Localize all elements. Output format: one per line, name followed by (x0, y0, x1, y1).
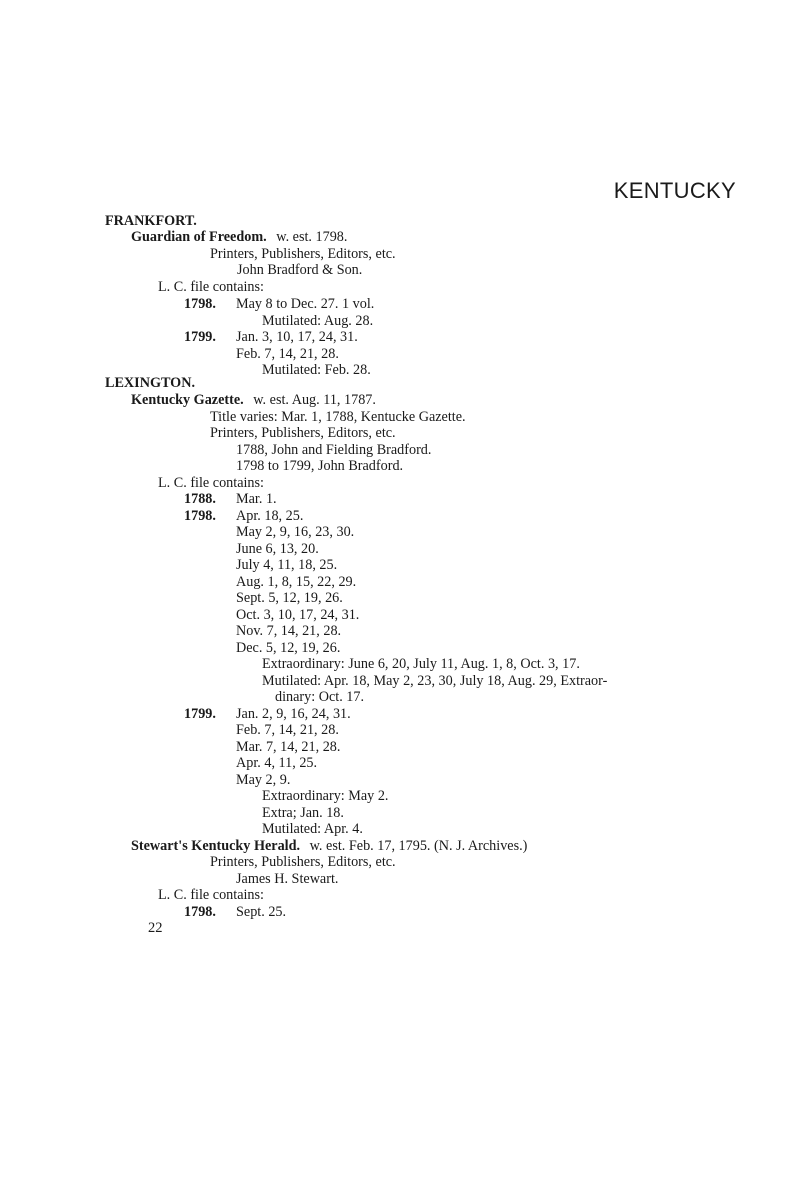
printers-heading: Printers, Publishers, Editors, etc. (210, 246, 396, 262)
year-label: 1798. (184, 904, 216, 920)
printers-heading: Printers, Publishers, Editors, etc. (210, 854, 396, 870)
newspaper-frequency: w. est. 1798. (276, 229, 348, 245)
issue-dates: Mar. 1. (236, 491, 277, 507)
issue-dates: Dec. 5, 12, 19, 26. (236, 640, 341, 656)
year-label: 1799. (184, 329, 216, 345)
newspaper-entry (131, 392, 376, 409)
issue-dates: Sept. 25. (236, 904, 287, 920)
newspaper-entry (131, 229, 347, 246)
issue-dates: June 6, 13, 20. (236, 541, 319, 557)
extraordinary-note: Extraordinary: May 2. (262, 788, 389, 804)
issue-dates: May 2, 9, 16, 23, 30. (236, 524, 355, 540)
newspaper-title: Stewart's Kentucky Herald. (131, 838, 301, 854)
file-heading: L. C. file contains: (158, 887, 264, 903)
printers-name: 1788, John and Fielding Bradford. (236, 442, 432, 458)
mutilated-note: Mutilated: Feb. 28. (262, 362, 371, 378)
issue-dates: July 4, 11, 18, 25. (236, 557, 338, 573)
issue-dates: May 2, 9. (236, 772, 291, 788)
extra-note: Extra; Jan. 18. (262, 805, 344, 821)
newspaper-entry (131, 838, 527, 855)
issue-dates: Oct. 3, 10, 17, 24, 31. (236, 607, 360, 623)
mutilated-note: Mutilated: Apr. 18, May 2, 23, 30, July 18, Aug. 29, Extraor- (262, 673, 608, 689)
city-heading-lexington: LEXINGTON. (105, 375, 196, 391)
issue-dates: May 8 to Dec. 27. 1 vol. (236, 296, 375, 312)
file-heading: L. C. file contains: (158, 475, 264, 491)
issue-dates: Apr. 4, 11, 25. (236, 755, 318, 771)
issue-dates: Feb. 7, 14, 21, 28. (236, 346, 339, 362)
newspaper-title: Kentucky Gazette. (131, 392, 244, 408)
issue-dates: Jan. 2, 9, 16, 24, 31. (236, 706, 351, 722)
issue-dates: Mar. 7, 14, 21, 28. (236, 739, 341, 755)
printers-name: James H. Stewart. (236, 871, 339, 887)
issue-dates: Sept. 5, 12, 19, 26. (236, 590, 343, 606)
page-number: 22 (148, 920, 163, 936)
title-varies-note: Title varies: Mar. 1, 1788, Kentucke Gazette. (210, 409, 466, 425)
page-title: KENTUCKY (613, 178, 736, 203)
printers-heading: Printers, Publishers, Editors, etc. (210, 425, 396, 441)
issue-dates: Feb. 7, 14, 21, 28. (236, 722, 339, 738)
city-heading-frankfort: FRANKFORT. (105, 213, 197, 229)
year-label: 1788. (184, 491, 216, 507)
issue-dates: Apr. 18, 25. (236, 508, 304, 524)
printers-name: John Bradford & Son. (237, 262, 363, 278)
year-label: 1799. (184, 706, 216, 722)
issue-dates: Jan. 3, 10, 17, 24, 31. (236, 329, 358, 345)
newspaper-frequency: w. est. Feb. 17, 1795. (N. J. Archives.) (309, 838, 528, 854)
mutilated-note-continued: dinary: Oct. 17. (275, 689, 365, 705)
mutilated-note: Mutilated: Apr. 4. (262, 821, 363, 837)
year-label: 1798. (184, 508, 216, 524)
mutilated-note: Mutilated: Aug. 28. (262, 313, 374, 329)
year-label: 1798. (184, 296, 216, 312)
newspaper-frequency: w. est. Aug. 11, 1787. (253, 392, 376, 408)
extraordinary-note: Extraordinary: June 6, 20, July 11, Aug. 1, 8, Oct. 3, 17. (262, 656, 580, 672)
issue-dates: Nov. 7, 14, 21, 28. (236, 623, 342, 639)
issue-dates: Aug. 1, 8, 15, 22, 29. (236, 574, 357, 590)
newspaper-title: Guardian of Freedom. (131, 229, 267, 245)
file-heading: L. C. file contains: (158, 279, 264, 295)
printers-name: 1798 to 1799, John Bradford. (236, 458, 404, 474)
